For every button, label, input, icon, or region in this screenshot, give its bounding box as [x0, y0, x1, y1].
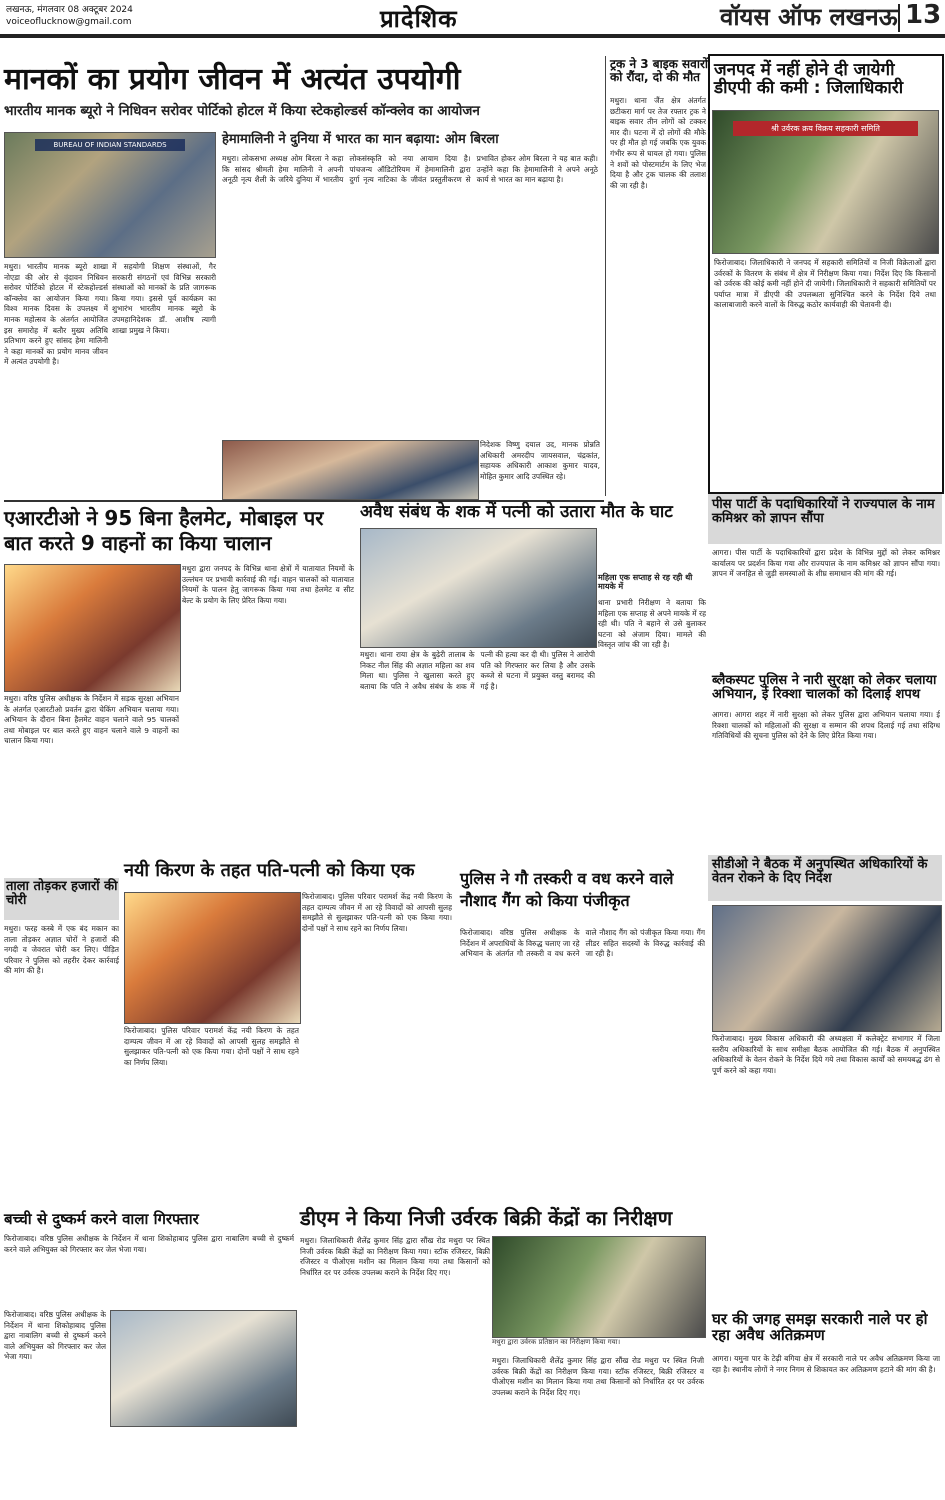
story1-body-col1: मथुरा। भारतीय मानक ब्यूरो शाखा नोएडा की ओर से वृंदावन निधिवन सरोवर पोर्टिको होटल में स्टेकहोल्डर्स कॉन्क्लेव का आयोजन किया गया। विश्व मानक दिवस के उपलक्ष्य में मानक महोत्सव के अंतर्गत आयोजित इस समारोह में बतौर मुख्य अतिथि प्रतिभाग करने हुए सांसद हेमा मालिनी ने कहा मानकों का प्रयोग मानव जीवन में अत्यंत उपयोगी है। — [4, 262, 108, 367]
section-title: प्रादेशिक — [380, 5, 458, 33]
story13-caption: मथुरा द्वारा उर्वरक प्रतिष्ठान का निरीक्षण किया गया। — [492, 1338, 621, 1346]
email-text: voiceoflucknow@gmail.com — [6, 17, 132, 27]
story12-headline: बच्ची से दुष्कर्म करने वाला गिरफ्तार — [4, 1210, 199, 1228]
story5-photo — [360, 528, 597, 648]
story12-photo — [110, 1310, 297, 1427]
story10-body-col1: फिरोजाबाद। पुलिस परिवार परामर्श केंद्र नयी किरण के तहत दाम्पत्य जीवन में आ रहे विवादों को आपसी सुलह समझौते से सुलझाकर पति-पत्नी को एक किया गया। दोनों पक्षों ने साथ रहने का निर्णय लिया। — [124, 1026, 299, 1067]
story11-headline: पुलिस ने गौ तस्करी व वध करने वाले नौशाद गैंग को किया पंजीकृत — [460, 869, 674, 911]
story1-side-body: मथुरा। लोकसभा अध्यक्ष ओम बिरला ने कहा कि सांसद श्रीमती हेमा मालिनी ने अपनी अनूठी नृत्य शैली के जरिये दुनिया में भारतीय लोकसंस्कृति को नया आयाम दिया है। पांचजन्य ऑडिटोरियम में हेमामालिनी द्वारा दुर्गा नृत्य नाटिका के जीवंत प्रस्तुतीकरण से प्रभावित होकर ओम बिरला ने यह बात कही। उन्होंने कहा कि हेमामालिनी ने अपने अनूठे कार्य से भारत का मान बढ़ाया है। — [222, 154, 598, 185]
story5-headline: अवैध संबंध के शक में पत्नी को उतारा मौत के घाट — [360, 502, 673, 522]
story10-photo — [124, 892, 301, 1024]
story13-body-col1: मथुरा। जिलाधिकारी शैलेंद्र कुमार सिंह द्वारा सौंख रोड मथुरा पर स्थित निजी उर्वरक बिक्री केंद्रों का निरीक्षण किया गया। स्टॉक रजिस्टर, बिक्री रजिस्टर व पीओएस मशीन का मिलान किया गया तथा किसानों को निर्धारित दर पर उर्वरक उपलब्ध कराने के निर्देश दिए गए। — [300, 1236, 490, 1277]
story10-body-col2: फिरोजाबाद। पुलिस परिवार परामर्श केंद्र नयी किरण के तहत दाम्पत्य जीवन में आ रहे विवादों को आपसी सुलह समझौते से सुलझाकर पति-पत्नी को एक किया गया। दोनों पक्षों ने साथ रहने का निर्णय लिया। — [302, 892, 452, 933]
story12-body: फिरोजाबाद। वरिष्ठ पुलिस अधीक्षक के निर्देशन में थाना शिकोहाबाद पुलिस द्वारा नाबालिग बच्ची से दुष्कर्म करने वाले अभियुक्त को गिरफ्तार कर जेल भेजा गया। — [4, 1234, 294, 1254]
story4-body-col1: मथुरा। वरिष्ठ पुलिस अधीक्षक के निर्देशन में सड़क सुरक्षा अभियान के अंतर्गत एआरटीओ प्रवर्तन द्वारा चेकिंग अभियान चलाया गया। अभियान के दौरान बिना हैलमेट वाहन चलाने वाले 95 चालकों तथा मोबाइल पर बात करते हुए वाहन चलाने वाले 9 वाहनों का चालान किया गया। — [4, 694, 179, 746]
story13-headline: डीएम ने किया निजी उर्वरक बिक्री केंद्रों का निरीक्षण — [300, 1206, 673, 1230]
story1-headline: मानकों का प्रयोग जीवन में अत्यंत उपयोगी — [4, 62, 461, 97]
story7-headline: ब्लैकस्पट पुलिस ने नारी सुरक्षा को लेकर चलाया अभियान, ई रिक्शा चालकों को दिलाई शपथ — [712, 673, 937, 702]
story9-headline: ताला तोड़कर हजारों की चोरी — [6, 879, 118, 908]
story1-photo — [4, 132, 216, 258]
story14-headline: घर की जगह समझ सरकारी नाले पर हो रहा अवैध अतिक्रमण — [712, 1310, 928, 1344]
header-divider — [898, 4, 900, 32]
story11-body: फिरोजाबाद। वरिष्ठ पुलिस अधीक्षक के निर्देशन में अपराधियों के विरुद्ध चलाए जा रहे अभियान के अंतर्गत गौ तस्करी व वध करने वाले नौशाद गैंग को पंजीकृत किया गया। गैंग लीडर सहित सदस्यों के विरुद्ध कार्रवाई की जा रही है। — [460, 928, 705, 959]
story1-body-col2: में सहयोगी शिक्षण संस्थाओं, गैर सरकारी संगठनों एवं विभिन्न सरकारी संस्थाओं को मानकों के प्रति जागरूक किया गया। इससे पूर्व कार्यक्रम का शुभारंभ भारतीय मानक ब्यूरो के उपमहानिदेशक डॉ. आशीष त्यागी शाखा प्रमुख ने किया। — [112, 262, 216, 335]
story1-bottom-photo — [222, 440, 479, 500]
story8-photo — [712, 905, 942, 1032]
story3-photo — [712, 110, 939, 254]
story1-subhead: भारतीय मानक ब्यूरो ने निधिवन सरोवर पोर्टिको होटल में किया स्टेकहोल्डर्स कॉन्क्लेव का आयोजन — [4, 103, 480, 119]
story2-body: मथुरा। थाना जैंत क्षेत्र अंतर्गत छटीकरा मार्ग पर तेज रफ्तार ट्रक ने बाइक सवार तीन लोगों को टक्कर मार दी। घटना में दो लोगों की मौके पर ही मौत हो गई जबकि एक युवक गंभीर रूप से घायल हो गया। पुलिस ने शवों को पोस्टमार्टम के लिए भेज दिया है और ट्रक चालक की तलाश की जा रही है। — [610, 96, 706, 190]
story4-photo — [4, 564, 181, 692]
story8-headline: सीडीओ ने बैठक में अनुपस्थित अधिकारियों के वेतन रोकने के दिए निर्देश — [712, 857, 928, 886]
page-number: 13 — [905, 0, 942, 30]
story7-body: आगरा। आगरा शहर में नारी सुरक्षा को लेकर पुलिस द्वारा अभियान चलाया गया। ई रिक्शा चालकों को महिलाओं की सुरक्षा व सम्मान की शपथ दिलाई गई तथा संदिग्ध गतिविधियों की सूचना पुलिस को देने के लिए प्रेरित किया गया। — [712, 710, 940, 741]
story13-photo — [492, 1236, 706, 1338]
story1-bottom-text: निदेशक विष्णु दयाल उद, मानक प्रोन्नति अधिकारी अमरदीप जायसवाल, चंद्रकांत, सहायक अधिकारी आकाश कुमार यादव, मोहित कुमार आदि उपस्थित रहे। — [480, 440, 600, 481]
story4-body-col2: मथुरा द्वारा जनपद के विभिन्न थाना क्षेत्रों में यातायात नियमों के उल्लंघन पर प्रभावी कार्रवाई की गई। वाहन चालकों को यातायात नियमों के पालन हेतु जागरूक किया गया तथा हेलमेट व सीट बेल्ट के प्रयोग के लिए प्रेरित किया गया। — [182, 564, 354, 605]
story6-headline: पीस पार्टी के पदाधिकारियों ने राज्यपाल के नाम कमिश्नर को ज्ञापन सौंपा — [712, 497, 935, 526]
header-rule — [0, 34, 945, 38]
story13-body-col2: मथुरा। जिलाधिकारी शैलेंद्र कुमार सिंह द्वारा सौंख रोड मथुरा पर स्थित निजी उर्वरक बिक्री केंद्रों का निरीक्षण किया गया। स्टॉक रजिस्टर, बिक्री रजिस्टर व पीओएस मशीन का मिलान किया गया तथा किसानों को निर्धारित दर पर उर्वरक उपलब्ध कराने के निर्देश दिए गए। — [492, 1356, 704, 1397]
column-divider — [605, 56, 606, 496]
story8-body: फिरोजाबाद। मुख्य विकास अधिकारी की अध्यक्षता में कलेक्ट्रेट सभागार में जिला स्तरीय अधिकारियों के साथ समीक्षा बैठक आयोजित की गई। बैठक में अनुपस्थित अधिकारियों के वेतन रोकने के निर्देश दिये गये तथा विकास कार्यों को समयबद्ध ढंग से पूर्ण करने को कहा गया। — [712, 1034, 940, 1075]
story3-body: फिरोजाबाद। जिलाधिकारी ने जनपद में सहकारी समितियों व निजी विक्रेताओं द्वारा उर्वरकों के वितरण के संबंध में क्षेत्र में निरीक्षण किया गया। निर्देश दिए कि किसानों को उर्वरक की कोई कमी नहीं होने दी जायेगी। जिलाधिकारी ने सहकारी समितियों पर पर्याप्त मात्रा में डीएपी की उपलब्धता सुनिश्चित करने के निर्देश दिये तथा कालाबाजारी करने वालों के विरुद्ध कठोर कार्यवाही की चेतावनी दी। — [714, 258, 936, 310]
story14-body: आगरा। यमुना पार के टेढ़ी बगिया क्षेत्र में सरकारी नाले पर अवैध अतिक्रमण किया जा रहा है। स्थानीय लोगों ने नगर निगम से शिकायत कर अतिक्रमण हटाने की मांग की है। — [712, 1354, 940, 1374]
story2-headline: ट्रक ने 3 बाइक सवारों को रौंदा, दो की मौत — [610, 57, 708, 84]
story4-headline: एआरटीओ ने 95 बिना हैलमेट, मोबाइल पर बात करते 9 वाहनों का किया चालान — [4, 506, 324, 555]
story12-body-col1: फिरोजाबाद। वरिष्ठ पुलिस अधीक्षक के निर्देशन में थाना शिकोहाबाद पुलिस द्वारा नाबालिग बच्ची से दुष्कर्म करने वाले अभियुक्त को गिरफ्तार कर जेल भेजा गया। — [4, 1310, 106, 1362]
story9-body: मथुरा। फरह कस्बे में एक बंद मकान का ताला तोड़कर अज्ञात चोरों ने हजारों की नगदी व जेवरात चोरी कर लिए। पीड़ित परिवार ने पुलिस को तहरीर देकर कार्रवाई की मांग की है। — [4, 924, 119, 976]
story5-subhead: महिला एक सप्ताह से रह रही थी मायके में — [598, 573, 693, 591]
story6-body: आगरा। पीस पार्टी के पदाधिकारियों द्वारा प्रदेश के विभिन्न मुद्दों को लेकर कमिश्नर कार्यालय पर प्रदर्शन किया गया और राज्यपाल के नाम कमिश्नर को ज्ञापन सौंपा गया। ज्ञापन में जनहित से जुड़ी समस्याओं के शीघ्र समाधान की मांग की गई। — [712, 548, 940, 579]
dateline — [6, 4, 133, 28]
photo-banner-text: BUREAU OF INDIAN STANDARDS — [35, 139, 185, 151]
photo-sign-text: श्री उर्वरक क्रय विक्रय सहकारी समिति — [733, 121, 918, 136]
story1-side-head: हेमामालिनी ने दुनिया में भारत का मान बढ़ाया: ओम बिरला — [222, 132, 499, 147]
brand-title: वॉयस ऑफ लखनऊ — [720, 3, 898, 31]
story10-headline: नयी किरण के तहत पति-पत्नी को किया एक — [124, 860, 415, 881]
date-text: लखनऊ, मंगलवार 08 अक्टूबर 2024 — [6, 5, 133, 15]
story5-body2: थाना प्रभारी निरीक्षण ने बताया कि महिला एक सप्ताह से अपने मायके में रह रही थी। पति ने बहाने से उसे बुलाकर घटना को अंजाम दिया। मामले की विस्तृत जांच की जा रही है। — [598, 598, 706, 650]
story3-headline: जनपद में नहीं होने दी जायेगी डीएपी की कमी : जिलाधिकारी — [714, 60, 904, 98]
story5-body: मथुरा। थाना राया क्षेत्र के बुढ़ेरी तालाब के निकट नील सिंह की अज्ञात महिला का शव मिला था। पुलिस ने खुलासा करते हुए बताया कि पति ने अवैध संबंध के शक में पत्नी की हत्या कर दी थी। पुलिस ने आरोपी पति को गिरफ्तार कर लिया है और उसके कब्जे से घटना में प्रयुक्त वस्तु बरामद की गई है। — [360, 650, 595, 691]
